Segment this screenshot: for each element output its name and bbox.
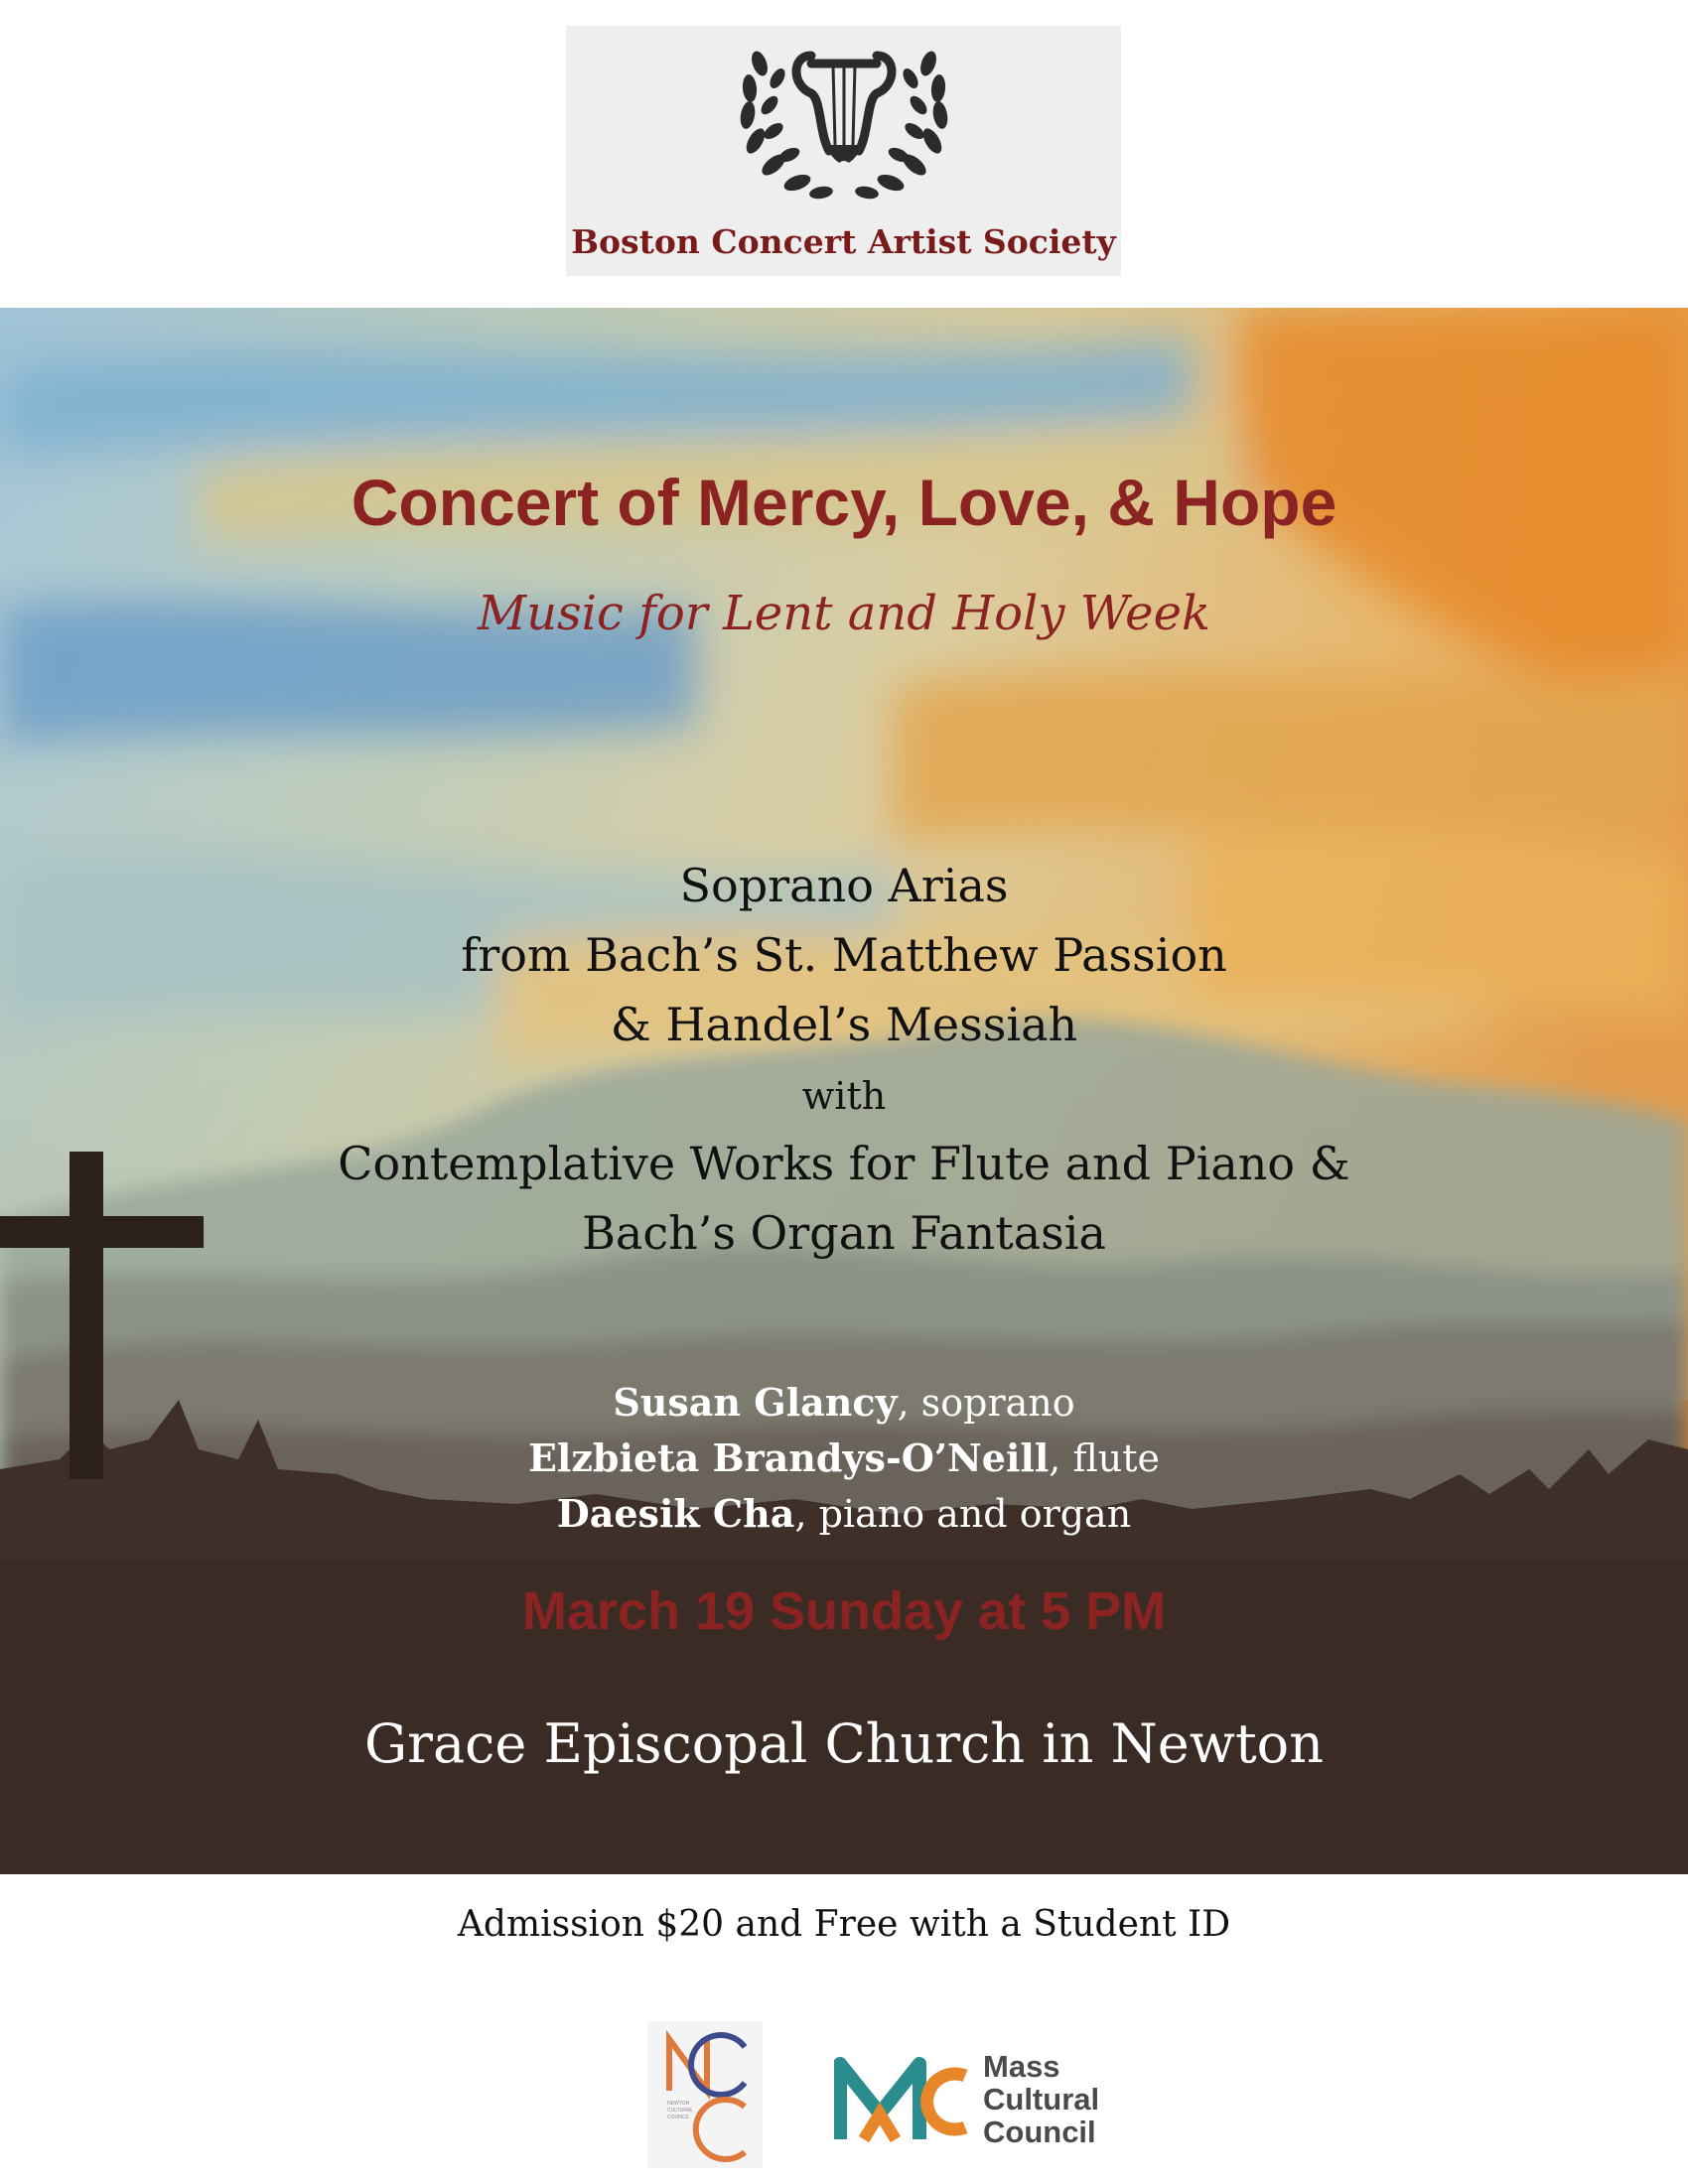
program-line: from Bach’s St. Matthew Passion bbox=[461, 928, 1227, 982]
mcc-name bbox=[983, 2050, 1099, 2148]
svg-text:CULTURAL: CULTURAL bbox=[667, 2108, 694, 2114]
mcc-monogram-icon bbox=[834, 2050, 973, 2149]
newton-cultural-council-logo bbox=[647, 2021, 763, 2168]
boston-concert-artist-society-logo bbox=[566, 26, 1121, 276]
concert-title: Concert of Mercy, Love, & Hope bbox=[351, 466, 1337, 539]
mcc-name-line: Council bbox=[983, 2115, 1096, 2149]
performer-role: , flute bbox=[1049, 1436, 1161, 1480]
performer-role: , piano and organ bbox=[794, 1492, 1132, 1536]
program-line: Contemplative Works for Flute and Piano & bbox=[338, 1137, 1350, 1190]
concert-date: March 19 Sunday at 5 PM bbox=[521, 1581, 1167, 1641]
org-name: Boston Concert Artist Society bbox=[571, 222, 1116, 261]
svg-text:NEWTON: NEWTON bbox=[667, 2101, 690, 2107]
performer-line bbox=[0, 1491, 1688, 1536]
concert-subtitle: Music for Lent and Holy Week bbox=[477, 586, 1211, 641]
program-line: & Handel’s Messiah bbox=[610, 998, 1078, 1051]
svg-text:COUNCIL: COUNCIL bbox=[667, 2115, 690, 2120]
admission-info: Admission $20 and Free with a Student ID bbox=[457, 1904, 1231, 1945]
performer-line bbox=[0, 1435, 1688, 1480]
mcc-name-line: Mass bbox=[983, 2049, 1060, 2084]
performer-name: Elzbieta Brandys-O’Neill bbox=[527, 1435, 1050, 1480]
performer-line bbox=[0, 1380, 1688, 1425]
performer-name: Susan Glancy bbox=[613, 1380, 898, 1425]
mcc-name-line: Cultural bbox=[983, 2082, 1100, 2116]
concert-venue: Grace Episcopal Church in Newton bbox=[364, 1712, 1324, 1775]
mass-cultural-council-logo bbox=[834, 2050, 1132, 2149]
program-line: Soprano Arias bbox=[679, 859, 1009, 912]
lyre-wreath-emblem-icon bbox=[730, 34, 958, 208]
watercolor-painting bbox=[0, 308, 1688, 1874]
program-line: with bbox=[801, 1074, 887, 1118]
performer-role: , soprano bbox=[897, 1381, 1075, 1425]
performer-name: Daesik Cha bbox=[556, 1491, 795, 1536]
program-line: Bach’s Organ Fantasia bbox=[582, 1206, 1106, 1260]
